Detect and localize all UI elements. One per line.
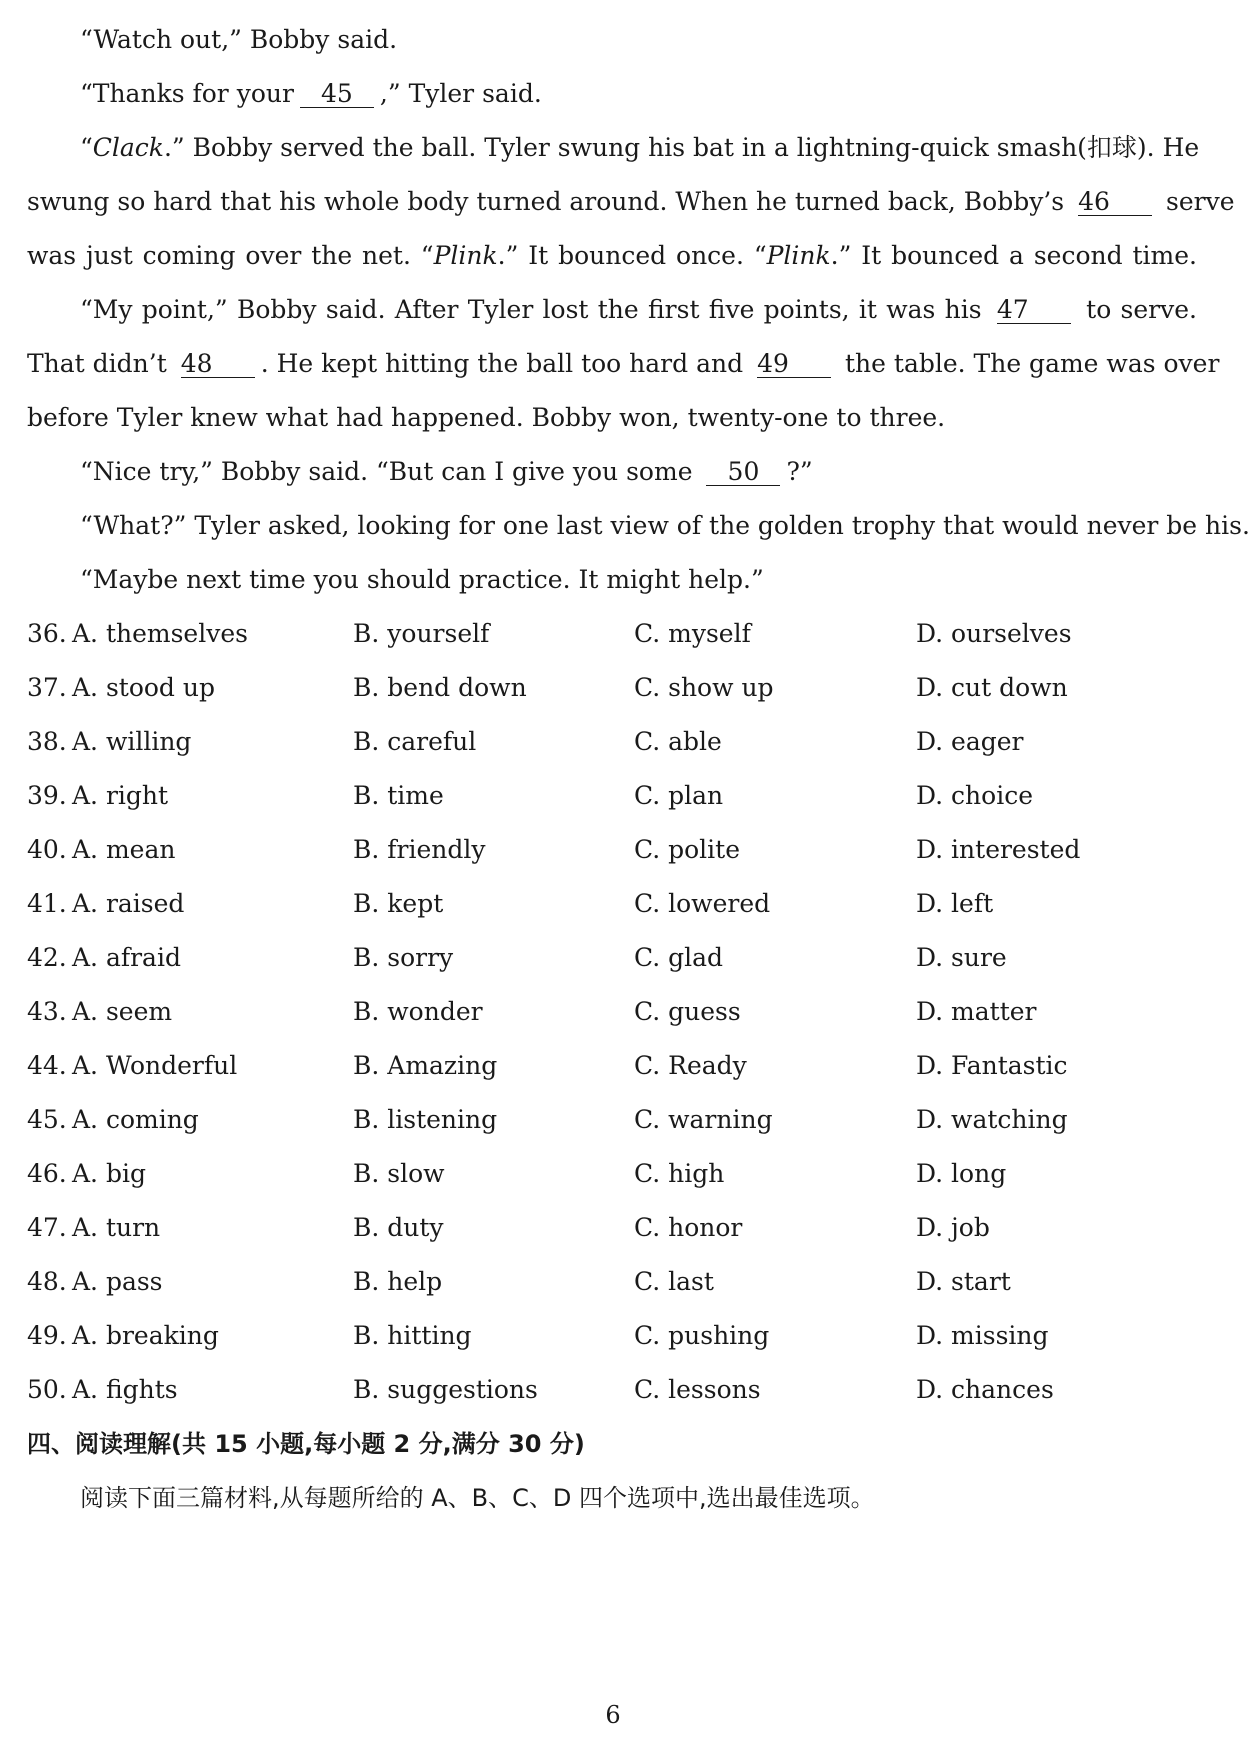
- passage-text: was just coming over the net. “: [27, 241, 434, 270]
- option-a: A. big: [72, 1159, 146, 1188]
- question-number: 43.: [27, 997, 67, 1026]
- option-d: D. sure: [916, 943, 1007, 972]
- option-b: B. help: [353, 1267, 443, 1296]
- question-number: 47.: [27, 1213, 67, 1242]
- blank-50: 50: [706, 459, 780, 486]
- passage-text: swung so hard that his whole body turned around. When he turned back, Bobby’s: [27, 187, 1065, 216]
- question-41: [27, 889, 1197, 919]
- option-d: D. left: [916, 889, 994, 918]
- question-42: [27, 943, 1197, 973]
- passage-text: . He kept hitting the ball too hard and: [260, 349, 744, 378]
- question-38: [27, 727, 1197, 757]
- passage-text: serve: [1166, 187, 1235, 216]
- option-c: C. honor: [634, 1213, 743, 1242]
- passage-line-9: [80, 457, 1197, 487]
- question-number: 41.: [27, 889, 67, 918]
- passage-line-6: [80, 295, 1197, 325]
- question-49: [27, 1321, 1197, 1351]
- option-d: D. matter: [916, 997, 1037, 1026]
- blank-45: 45: [300, 81, 374, 108]
- option-c: C. Ready: [634, 1051, 747, 1080]
- option-a: A. willing: [72, 727, 192, 756]
- question-number: 48.: [27, 1267, 67, 1296]
- passage-text: ?”: [786, 457, 813, 486]
- option-d: D. eager: [916, 727, 1024, 756]
- option-c: C. plan: [634, 781, 724, 810]
- passage-text: “Nice try,” Bobby said. “But can I give you some: [80, 457, 693, 486]
- question-number: 36.: [27, 619, 67, 648]
- option-c: C. high: [634, 1159, 725, 1188]
- passage-text: That didn’t: [27, 349, 167, 378]
- question-50: [27, 1375, 1197, 1405]
- question-47: [27, 1213, 1197, 1243]
- section-instruction: 阅读下面三篇材料,从每题所给的 A、B、C、D 四个选项中,选出最佳选项。: [80, 1484, 875, 1512]
- section-heading: 四、阅读理解(共 15 小题,每小题 2 分,满分 30 分): [27, 1430, 585, 1458]
- option-c: C. able: [634, 727, 722, 756]
- passage-text: before Tyler knew what had happened. Bobby won, twenty-one to three.: [27, 403, 946, 432]
- question-37: [27, 673, 1197, 703]
- question-43: [27, 997, 1197, 1027]
- question-45: [27, 1105, 1197, 1135]
- passage-line-2: [80, 79, 1197, 109]
- passage-text: .” It bounced once. “: [497, 241, 767, 270]
- option-d: D. job: [916, 1213, 990, 1242]
- passage-text: .” It bounced a second time.: [830, 241, 1198, 270]
- option-b: B. wonder: [353, 997, 483, 1026]
- sound-word: Plink: [433, 241, 498, 270]
- option-c: C. myself: [634, 619, 751, 648]
- option-b: B. hitting: [353, 1321, 472, 1350]
- question-40: [27, 835, 1197, 865]
- option-b: B. Amazing: [353, 1051, 498, 1080]
- option-d: D. long: [916, 1159, 1007, 1188]
- option-a: A. Wonderful: [72, 1051, 238, 1080]
- option-d: D. cut down: [916, 673, 1068, 702]
- option-d: D. watching: [916, 1105, 1068, 1134]
- option-a: A. mean: [72, 835, 176, 864]
- passage-text: .” Bobby served the ball. Tyler swung his bat in a lightning-quick smash(扣球). He: [163, 133, 1200, 162]
- option-a: A. coming: [72, 1105, 199, 1134]
- option-b: B. suggestions: [353, 1375, 538, 1404]
- option-b: B. yourself: [353, 619, 490, 648]
- question-number: 45.: [27, 1105, 67, 1134]
- option-a: A. stood up: [72, 673, 215, 702]
- passage-text: “Watch out,” Bobby said.: [80, 25, 398, 54]
- option-b: B. sorry: [353, 943, 454, 972]
- question-number: 38.: [27, 727, 67, 756]
- question-36: [27, 619, 1197, 649]
- passage-line-11: [80, 565, 1197, 595]
- option-d: D. choice: [916, 781, 1033, 810]
- question-number: 50.: [27, 1375, 67, 1404]
- option-c: C. guess: [634, 997, 741, 1026]
- option-b: B. listening: [353, 1105, 498, 1134]
- passage-line-8: [27, 403, 1197, 433]
- option-d: D. start: [916, 1267, 1011, 1296]
- option-b: B. bend down: [353, 673, 527, 702]
- option-a: A. seem: [72, 997, 173, 1026]
- passage-text: “Maybe next time you should practice. It might help.”: [80, 565, 764, 594]
- question-number: 40.: [27, 835, 67, 864]
- option-a: A. turn: [72, 1213, 161, 1242]
- question-39: [27, 781, 1197, 811]
- question-number: 44.: [27, 1051, 67, 1080]
- passage-text: the table. The game was over: [845, 349, 1220, 378]
- passage-text: ,” Tyler said.: [379, 79, 542, 108]
- option-c: C. pushing: [634, 1321, 770, 1350]
- option-a: A. pass: [72, 1267, 163, 1296]
- option-d: D. chances: [916, 1375, 1054, 1404]
- option-c: C. glad: [634, 943, 724, 972]
- option-c: C. show up: [634, 673, 774, 702]
- blank-47: 47: [997, 297, 1071, 324]
- option-a: A. themselves: [72, 619, 248, 648]
- option-c: C. last: [634, 1267, 714, 1296]
- option-d: D. ourselves: [916, 619, 1072, 648]
- option-a: A. right: [72, 781, 169, 810]
- question-number: 49.: [27, 1321, 67, 1350]
- sound-word: Plink: [766, 241, 831, 270]
- blank-48: 48: [181, 351, 255, 378]
- question-48: [27, 1267, 1197, 1297]
- passage-text: “Thanks for your: [80, 79, 294, 108]
- option-b: B. kept: [353, 889, 444, 918]
- option-b: B. friendly: [353, 835, 486, 864]
- option-c: C. lowered: [634, 889, 771, 918]
- option-d: D. Fantastic: [916, 1051, 1068, 1080]
- option-c: C. polite: [634, 835, 741, 864]
- passage-line-3: “Clack.” Bobby served the ball. Tyler swung his bat in a lightning-quick smash(扣球). He: [80, 133, 1200, 162]
- passage-text: to serve.: [1086, 295, 1197, 324]
- question-46: [27, 1159, 1197, 1189]
- option-a: A. breaking: [72, 1321, 219, 1350]
- passage-line-4: [27, 187, 1235, 217]
- option-c: C. warning: [634, 1105, 773, 1134]
- sound-word: Clack: [92, 133, 164, 162]
- question-number: 37.: [27, 673, 67, 702]
- question-number: 39.: [27, 781, 67, 810]
- page-number: 6: [605, 1701, 621, 1729]
- blank-46: 46: [1078, 189, 1152, 216]
- option-c: C. lessons: [634, 1375, 761, 1404]
- passage-text: “What?” Tyler asked, looking for one last view of the golden trophy that would never be his.: [80, 511, 1250, 540]
- option-b: B. duty: [353, 1213, 444, 1242]
- option-a: A. afraid: [72, 943, 181, 972]
- option-d: D. missing: [916, 1321, 1049, 1350]
- option-b: B. careful: [353, 727, 477, 756]
- option-b: B. slow: [353, 1159, 445, 1188]
- passage-line-7: [27, 349, 1220, 379]
- question-number: 42.: [27, 943, 67, 972]
- passage-line-5: [27, 241, 1197, 271]
- passage-line-10: [80, 511, 1250, 541]
- question-number: 46.: [27, 1159, 67, 1188]
- passage-line-1: [80, 25, 1197, 55]
- option-a: A. fights: [72, 1375, 178, 1404]
- option-a: A. raised: [72, 889, 185, 918]
- question-44: [27, 1051, 1197, 1081]
- option-b: B. time: [353, 781, 444, 810]
- passage-text: “My point,” Bobby said. After Tyler lost the first five points, it was his: [80, 295, 982, 324]
- option-d: D. interested: [916, 835, 1081, 864]
- blank-49: 49: [757, 351, 831, 378]
